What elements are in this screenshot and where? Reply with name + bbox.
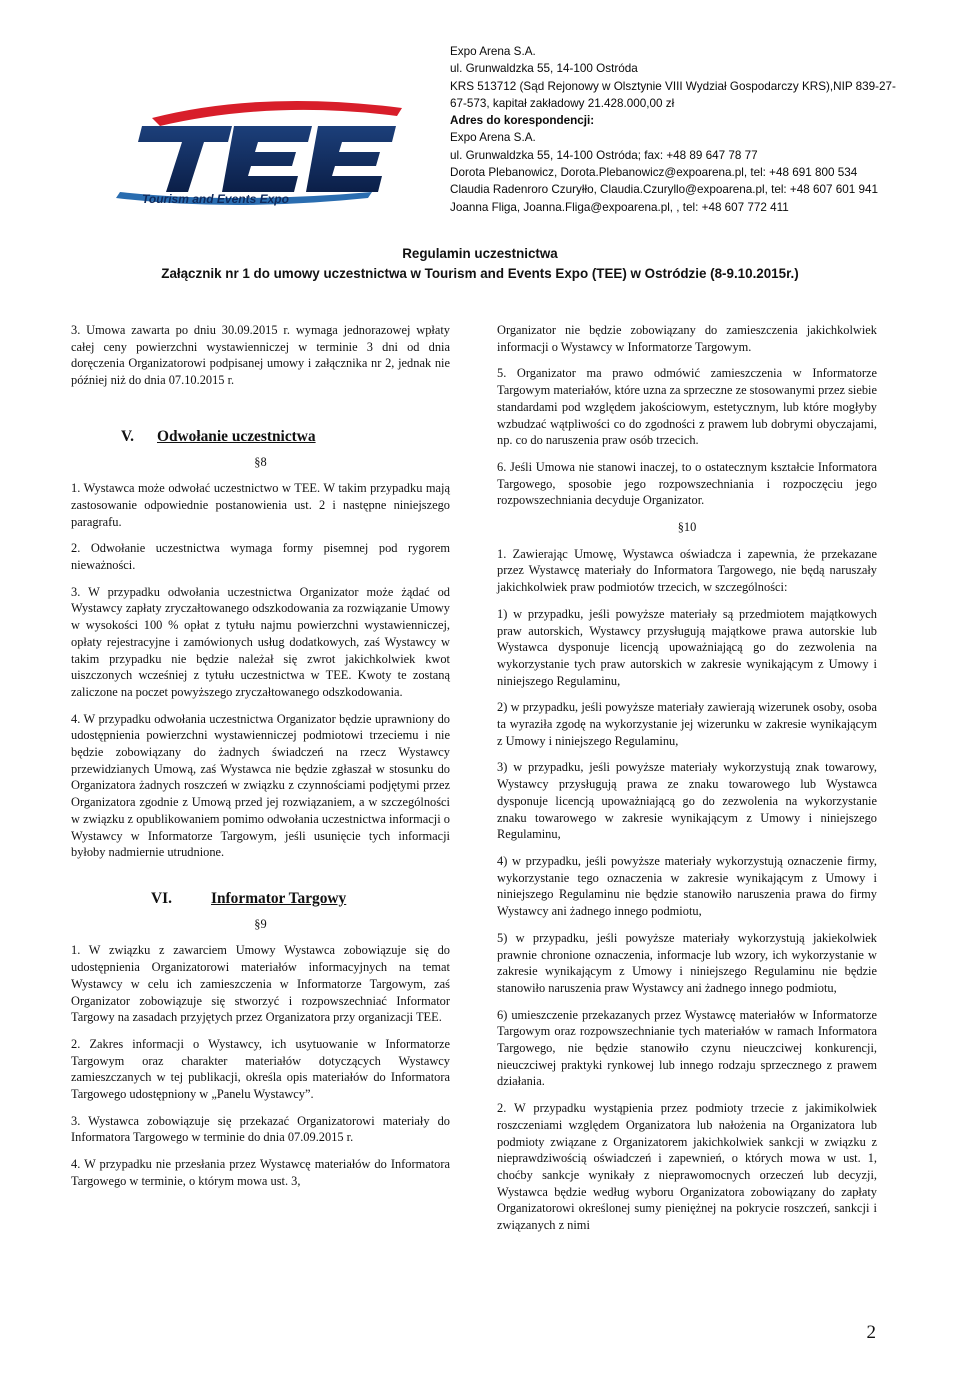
paragraph: 1) w przypadku, jeśli powyższe materiały są przedmiotem majątkowych praw autorskich, Wystawcy przysługują majątkowe prawa autorskie lub Wystawca dysponuje licencją upoważniającą go do zezwolenia na wykorzystanie tych praw autorskich w zakresie wynikającym z Umowy i niniejszego Regulaminu, — [497, 606, 877, 688]
paragraph: 4) w przypadku, jeśli powyższe materiały wykorzystują oznaczenie firmy, wykorzystanie tego oznaczenia w zakresie wynikającym z Umowy i niniejszego Regulaminu nie będzie stanowiło naruszenia prawa do firmy Wystawcy ani żadnego innego podmiotu, — [497, 853, 877, 919]
correspondence-label: Adres do korespondencji: — [450, 114, 595, 128]
section-title: Odwołanie uczestnictwa — [157, 427, 316, 445]
company-name: Expo Arena S.A. — [450, 45, 536, 58]
paragraph: 2. Zakres informacji o Wystawcy, ich usytuowanie w Informatorze Targowym oraz charakter materiałów dotyczących Wystawcy zamieszczanych w tej publikacji, określa opis materiałów do Informatora Targowego udostępniony w „Panelu Wystawcy”. — [71, 1036, 450, 1102]
contact-fliga: Joanna Fliga, Joanna.Fliga@expoarena.pl, , tel: +48 607 772 411 — [450, 200, 789, 214]
section-title: Informator Targowy — [211, 889, 347, 907]
page-number: 2 — [866, 1322, 876, 1343]
tee-logo — [112, 96, 412, 216]
paragraph: 4. W przypadku nie przesłania przez Wystawcę materiałów do Informatora Targowego w terminie, o którym mowa ust. 3, — [71, 1157, 450, 1188]
paragraph: 6. Jeśli Umowa nie stanowi inaczej, to o ostatecznym kształcie Informatora Targowego, sposobie jego rozpowszechniania i rozpoczęciu jego rozpowszechniania decyduje Organizator. — [497, 459, 877, 508]
paragraph-sign-8: §8 — [254, 454, 267, 469]
correspondence-address: ul. Grunwaldzka 55, 14-100 Ostróda; fax: +48 89 647 78 77 — [450, 148, 758, 162]
contact-plebanowicz: Dorota Plebanowicz, Dorota.Plebanowicz@expoarena.pl, tel: +48 691 800 534 — [450, 166, 858, 180]
company-capital: 67-573, kapitał zakładowy 21.428.000,00 zł — [450, 96, 675, 110]
letterhead — [0, 0, 960, 240]
contact-czurylo: Claudia Radenroro Czuryłło, Claudia.Czuryllo@expoarena.pl, tel: +48 607 601 941 — [450, 183, 878, 197]
paragraph: Organizator nie będzie zobowiązany do zamieszczenia jakichkolwiek informacji o Wystawcy w Informatorze Targowym. — [497, 323, 877, 354]
paragraph: 1. Wystawca może odwołać uczestnictwo w TEE. W takim przypadku mają zastosowanie odpowiednie postanowienia ust. 2 i następne niniejszego paragrafu. — [71, 481, 450, 529]
title-line-1: Regulamin uczestnictwa — [402, 246, 558, 261]
section-number: V. — [121, 427, 134, 445]
company-krs: KRS 513712 (Sąd Rejonowy w Olsztynie VIII Wydział Gospodarczy KRS),NIP 839-27- — [450, 79, 896, 93]
section-heading-vi — [71, 891, 450, 908]
paragraph: 3. Umowa zawarta po dniu 30.09.2015 r. wymaga jednorazowej wpłaty całej ceny powierzchni wystawienniczej w terminie 3 dni od dnia doręczenia Organizatorowi podpisanej umowy i załącznika nr 2, jednak nie później niż do dnia 07.10.2015 r. — [71, 323, 450, 388]
paragraph: 5. Organizator ma prawo odmówić zamieszczenia w Informatorze Targowym materiałów, które uzna za sprzeczne ze stosowanymi przez siebie standardami pod względem jakościowym, estetycznym, lub które mogłyby wzbudzać wątpliwości co do zgodności z prawem lub dobrymi obyczajami, np. co do naruszenia praw osób trzecich. — [497, 366, 877, 448]
paragraph: 3) w przypadku, jeśli powyższe materiały wykorzystują znak towarowy, Wystawcy przysługują prawa ze znaku towarowego lub Wystawca dysponuje licencją upoważniającą go do zezwolenia na wykorzystanie znaku towarowego w zakresie wynikającym z Umowy i niniejszego Regulaminu, — [497, 760, 877, 842]
company-address: ul. Grunwaldzka 55, 14-100 Ostróda — [450, 62, 638, 76]
paragraph: 2. Odwołanie uczestnictwa wymaga formy pisemnej pod rygorem nieważności. — [71, 541, 450, 573]
paragraph-sign-10: §10 — [677, 520, 697, 535]
logo-tagline: Tourism and Events Expo — [142, 192, 289, 206]
section-number: VI. — [151, 889, 172, 907]
paragraph-sign-9: §9 — [254, 916, 267, 931]
paragraph: 1. Zawierając Umowę, Wystawca oświadcza i zapewnia, że przekazane przez Wystawcę materiały do Informatora Targowego, nie będą naruszały jakichkolwiek praw podmiotów trzecich, w szczególności: — [497, 546, 877, 595]
paragraph: 2) w przypadku, jeśli powyższe materiały zawierają wizerunek osoby, osoba ta wyraziła zgodę na wykorzystanie jej wizerunku w zakresie wynikającym z Umowy i niniejszego Regulaminu, — [497, 700, 877, 748]
paragraph: 2. W przypadku wystąpienia przez podmioty trzecie z jakimikolwiek roszczeniami względem Organizatora lub nałożenia na Organizatora lub podmioty związane z Organizatorem jakichkolwiek sankcji w związku z nieprawdziwością oświadczeń i zapewnień, o których mowa w ust. 1, choćby sankcje wynikały z nieprawomocnych orzeczeń lub decyzji, Wystawca będzie według wyboru Organizatora zobowiązany do zapłaty Organizatorowi określonej sumy pieniężnej na pokrycie roszczeń, sankcji i związanych z nimi — [497, 1101, 877, 1233]
paragraph: 5) w przypadku, jeśli powyższe materiały wykorzystują jakiekolwiek prawnie chronione oznaczenia, informacje lub wzory, ich wykorzystanie w zakresie wynikającym z Umowy i niniejszego Regulaminu nie będzie stanowiło naruszenia praw Wystawcy ani żadnego innego podmiotu, — [497, 930, 877, 995]
title-line-2: Załącznik nr 1 do umowy uczestnictwa w Tourism and Events Expo (TEE) w Ostródzie (8-9.10.2015r.) — [161, 266, 799, 281]
paragraph: 6) umieszczenie przekazanych przez Wystawcę materiałów w Informatorze Targowym oraz rozpowszechnianie tych materiałów w ramach Informatora Targowego, nie będzie stanowiło czynu nieuczciwej konkurencji, nieuczciwej praktyki rynkowej lub innego rodzaju sprzecznego z prawem działania. — [497, 1007, 877, 1089]
right-column — [497, 322, 877, 1244]
paragraph: 1. W związku z zawarciem Umowy Wystawca zobowiązuje się do udostępnienia Organizatorowi materiałów informacyjnych na temat Wystawcy w celu ich zamieszczenia w Informatorze Targowym, zaś Organizator zobowiązuje się stworzyć i rozpowszechniać Informator Targowy na zasadach przyjętych przez Organizatora przy organizacji TEE. — [71, 943, 450, 1025]
left-column — [71, 322, 450, 1200]
document-title — [0, 244, 960, 284]
company-details — [450, 43, 935, 216]
paragraph: 4. W przypadku odwołania uczestnictwa Organizator będzie uprawniony do udostępnienia powierzchni wystawienniczej podmiotowi trzeciemu i nie będzie zobowiązany do żadnych świadczeń na rzecz Wystawcy przewidzianych Umową, zaś Wystawca nie będzie zgłaszał w stosunku do Organizatora żadnych roszczeń w związku z czynnościami podjętymi przez Organizatora zgodnie z Umową przed jej rozwiązaniem, a w szczególności w związku z opublikowaniem pomimo odwołania uczestnictwa informacji o Wystawcy w Informatorze Targowym, jeśli usunięcie tych informacji byłoby nadmiernie utrudnione. — [71, 711, 450, 860]
paragraph: 3. W przypadku odwołania uczestnictwa Organizator może żądać od Wystawcy zapłaty zryczałtowanego odszkodowania za rozwiązanie Umowy w wysokości 100 % opłat z tytułu najmu powierzchni wystawienniczej, opłaty rejestracyjne i zamówionych usług dodatkowych, zaś Wystawcy w takim przypadku nie będzie należał się zwrot jakichkolwiek kwot uiszczonych wcześniej z tytułu uczestnictwa w TEE. Kwoty te zostaną zaliczone na poczet powyższego zryczałtowanego odszkodowania. — [71, 584, 450, 699]
correspondence-name: Expo Arena S.A. — [450, 131, 536, 145]
section-heading-v — [71, 429, 450, 446]
paragraph: 3. Wystawca zobowiązuje się przekazać Organizatorowi materiały do Informatora Targowego w terminie do dnia 07.09.2015 r. — [71, 1113, 450, 1145]
